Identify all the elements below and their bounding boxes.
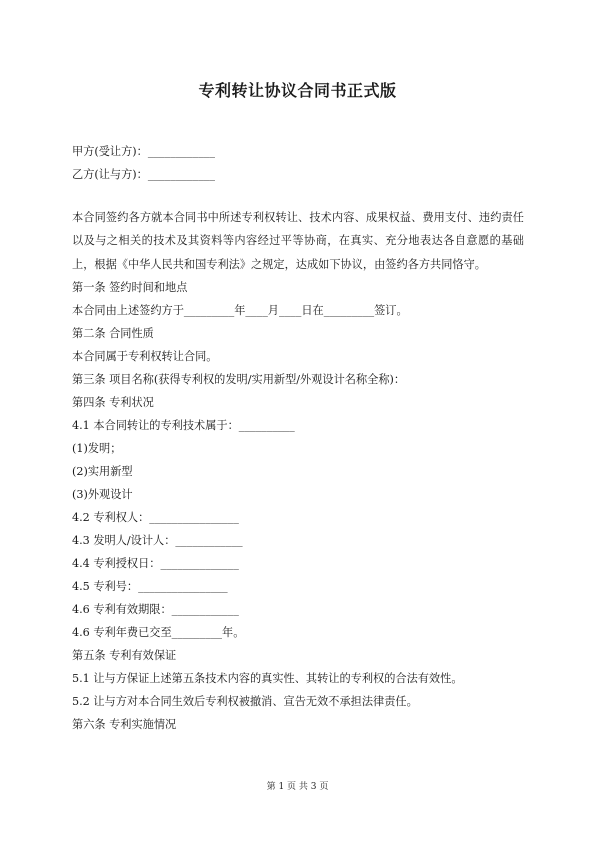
clause-line: 4.4 专利授权日：______________ <box>72 556 239 570</box>
clause-line: (2)实用新型 <box>72 464 133 478</box>
clause-line: 4.5 专利号：________________ <box>72 579 228 593</box>
party-b-line: 乙方(让与方)：____________ <box>72 168 215 181</box>
clause-line: 4.3 发明人/设计人：____________ <box>72 533 243 547</box>
clause-line: 第四条 专利状况 <box>72 395 154 409</box>
clause-line: 5.1 让与方保证上述第五条技术内容的真实性、其转让的专利权的合法有效性。 <box>72 671 463 685</box>
clause-line: (1)发明； <box>72 441 122 455</box>
clause-line: 第三条 项目名称(获得专利权的发明/实用新型/外观设计名称全称)： <box>72 372 406 386</box>
clause-line: 4.1 本合同转让的专利技术属于：__________ <box>72 418 295 432</box>
party-a-line: 甲方(受让方)：____________ <box>72 145 215 158</box>
clause-line: 第六条 专利实施情况 <box>72 717 177 731</box>
clause-line: 4.2 专利权人：________________ <box>72 510 239 524</box>
clause-line: 本合同属于专利权转让合同。 <box>72 349 218 363</box>
spacer <box>72 186 524 206</box>
document-body <box>72 140 524 736</box>
clause-line: 4.6 专利年费已交至_________年。 <box>72 625 245 639</box>
page-footer: 第 1 页 共 3 页 <box>266 782 329 792</box>
clause-line: 第五条 专利有效保证 <box>72 648 177 662</box>
document-title: 专利转让协议合同书正式版 <box>198 81 397 100</box>
clause-line: 5.2 让与方对本合同生效后专利权被撤消、宣告无效不承担法律责任。 <box>72 694 418 708</box>
intro-paragraph: 本合同签约各方就本合同书中所述专利权转让、技术内容、成果权益、费用支付、违约责任以及与之相关的技术及其资料等内容经过平等协商，在真实、充分地表达各自意愿的基础上，根据《中华人民共和国专利法》之规定，达成如下协议，由签约各方共同恪守。 <box>72 211 524 271</box>
clause-line: 第二条 合同性质 <box>72 326 154 340</box>
clause-line: (3)外观设计 <box>72 487 133 501</box>
clause-line: 第一条 签约时间和地点 <box>72 280 188 294</box>
clause-line: 本合同由上述签约方于_________年____月____日在_________签订。 <box>72 303 408 317</box>
clause-line: 4.6 专利有效期限：____________ <box>72 602 239 616</box>
